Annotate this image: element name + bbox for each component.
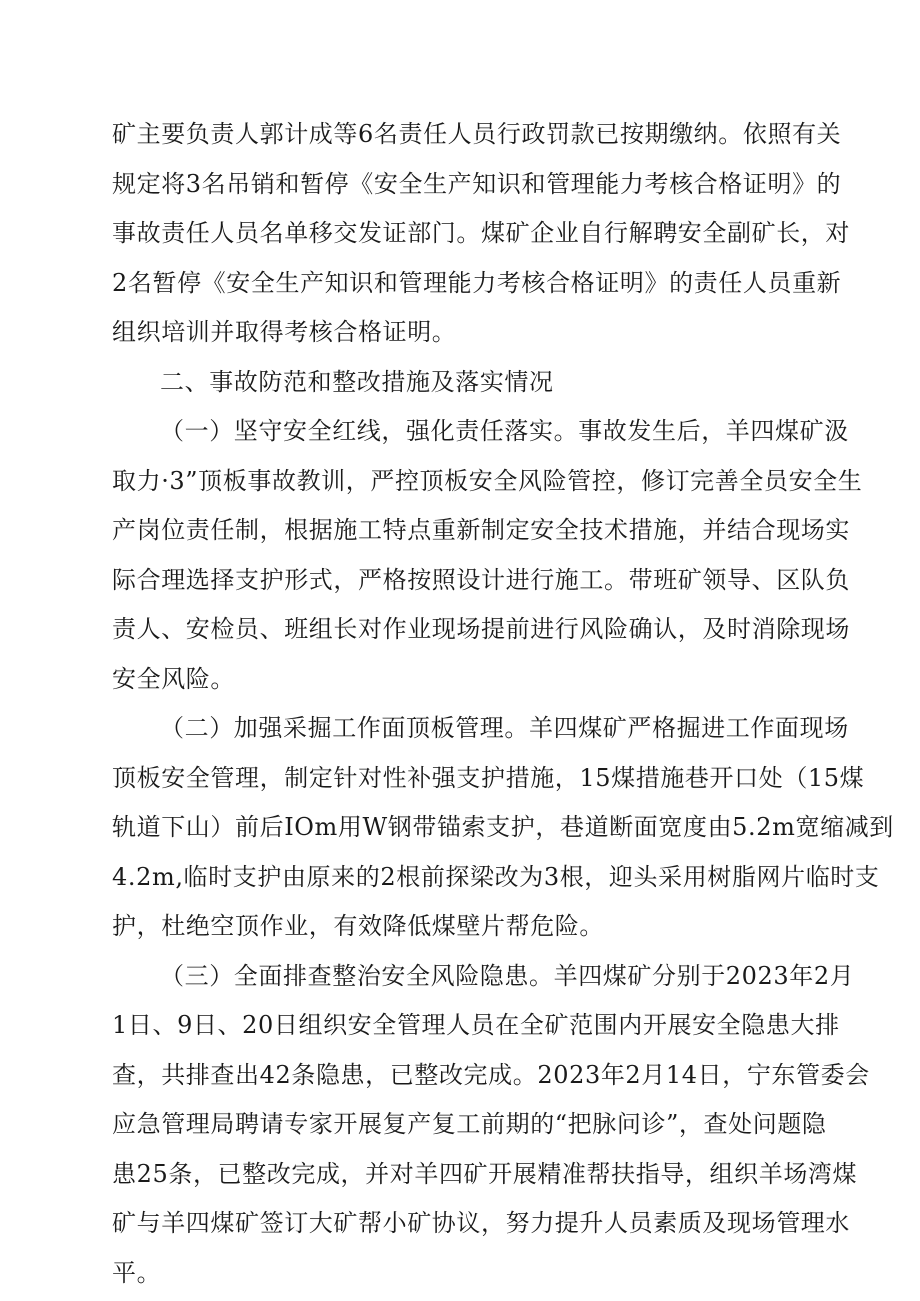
paragraph-first-line: （三）全面排查整治安全风险隐患。羊四煤矿分别于2023年2月 <box>160 961 855 990</box>
paragraph-first-line: （一）坚守安全红线，强化责任落实。事故发生后，羊四煤矿汲 <box>160 417 849 445</box>
text-line: 患25条，已整改完成，并对羊四矿开展精准帮扶指导，组织羊场湾煤 <box>112 1159 858 1188</box>
text-line: 责人、安检员、班组长对作业现场提前进行风险确认，及时消除现场 <box>112 615 850 643</box>
text-line: 事故责任人员名单移交发证部门。煤矿企业自行解聘安全副矿长，对 <box>112 219 850 247</box>
paragraph-first-line: （二）加强采掘工作面顶板管理。羊四煤矿严格掘进工作面现场 <box>160 714 849 742</box>
text-line: 2名暂停《安全生产知识和管理能力考核合格证明》的责任人员重新 <box>112 268 842 297</box>
section-heading: 二、事故防范和整改措施及落实情况 <box>160 367 554 396</box>
text-line: 安全风险。 <box>112 664 235 693</box>
text-line: 取力·3”顶板事故教训，严控顶板安全风险管控，修订完善全员安全生 <box>112 466 863 495</box>
document-body <box>112 110 894 1298</box>
text-line: 矿与羊四煤矿签订大矿帮小矿协议，努力提升人员素质及现场管理水 <box>112 1209 850 1237</box>
text-line: 规定将3名吊销和暂停《安全生产知识和管理能力考核合格证明》的 <box>112 169 842 198</box>
text-line: 产岗位责任制，根据施工特点重新制定安全技术措施，并结合现场实 <box>112 516 850 544</box>
text-line: 轨道下山）前后IOm用W钢带锚索支护，巷道断面宽度由5.2m宽缩减到 <box>112 813 894 841</box>
text-line: 顶板安全管理，制定针对性补强支护措施，15煤措施巷开口处（15煤 <box>112 763 865 792</box>
text-line: 平。 <box>112 1258 162 1287</box>
text-line: 护，杜绝空顶作业，有效降低煤壁片帮危险。 <box>112 912 604 940</box>
text-line: 应急管理局聘请专家开展复产复工前期的“把脉问诊”，查处问题隐 <box>112 1110 827 1138</box>
text-line: 4.2m,临时支护由原来的2根前探梁改为3根，迎头采用树脂网片临时支 <box>112 862 880 891</box>
text-line: 查，共排查出42条隐患，已整改完成。2023年2月14日，宁东管委会 <box>112 1060 870 1089</box>
text-line: 组织培训并取得考核合格证明。 <box>112 318 457 346</box>
text-line: 矿主要负责人郭计成等6名责任人员行政罚款已按期缴纳。依照有关 <box>112 120 842 148</box>
text-line: 际合理选择支护形式，严格按照设计进行施工。带班矿领导、区队负 <box>112 565 850 594</box>
text-line: 1日、9日、20日组织安全管理人员在全矿范围内开展安全隐患大排 <box>112 1011 840 1039</box>
